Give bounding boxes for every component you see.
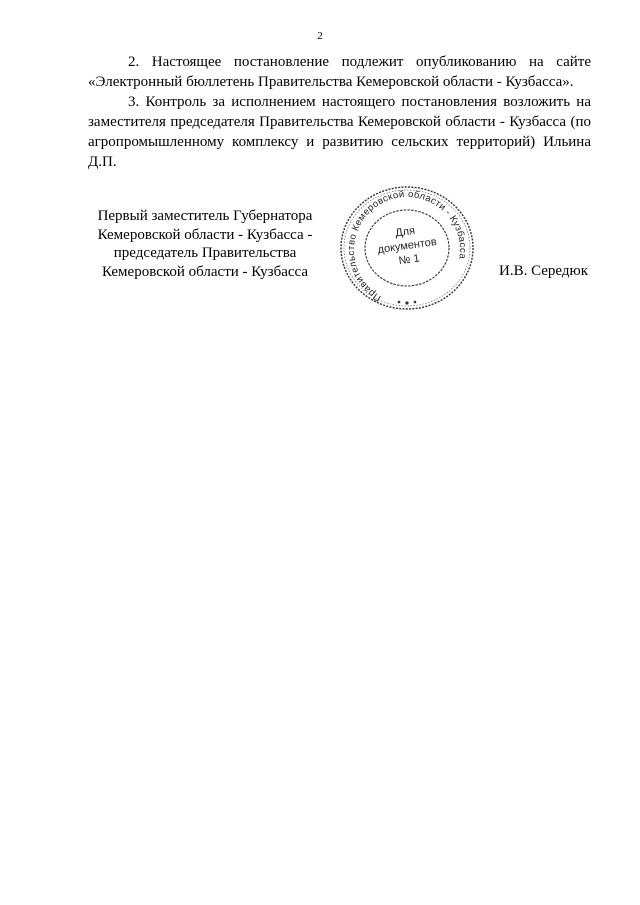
signatory-name: И.В. Середюк	[499, 263, 589, 279]
signatory-position-line: Первый заместитель Губернатора	[97, 208, 313, 224]
paragraph-control: 3. Контроль за исполнением настоящего постановления возложить на заместителя председателя Правительства Кемеровской области - Кузбасса (по агропромышленному комплексу и развитию сельских территорий) Ильина Д.П.	[88, 94, 591, 170]
seal-center-line: документов	[376, 235, 438, 257]
signatory-position-line: Кемеровской области - Кузбасса -	[97, 226, 313, 243]
paragraph-publication: 2. Настоящее постановление подлежит опубликованию на сайте «Электронный бюллетень Правительства Кемеровской области - Кузбасса».	[88, 54, 591, 90]
official-seal	[337, 183, 477, 313]
seal-ring-text: Правительство Кемеровской области - Кузбасса	[345, 188, 469, 304]
page-number: 2	[317, 30, 323, 42]
seal-center-line: Для	[394, 224, 416, 240]
document-body	[88, 52, 591, 172]
signatory-position-line: Кемеровской области - Кузбасса	[101, 263, 309, 280]
signatory-position-line: председатель Правительства	[113, 245, 297, 261]
seal-bottom-stars	[398, 301, 417, 305]
signatory-position	[82, 207, 328, 281]
seal-center-line: № 1	[397, 252, 421, 268]
